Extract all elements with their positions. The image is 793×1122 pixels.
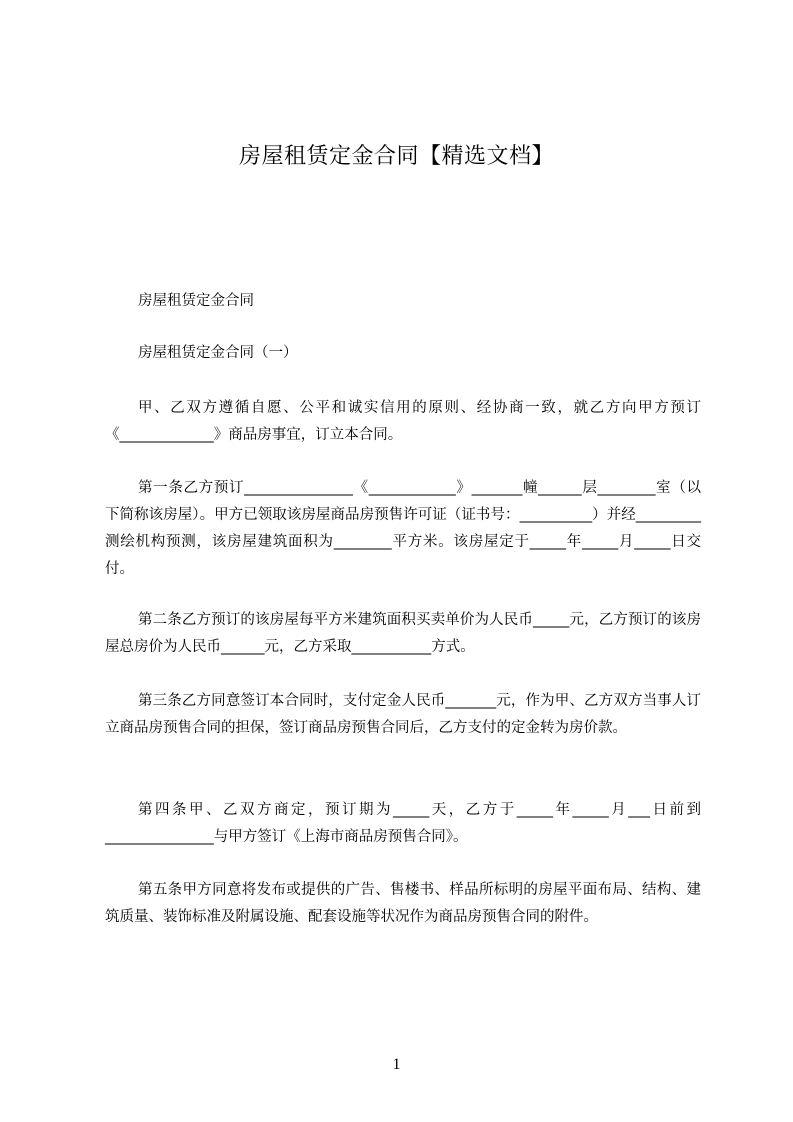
article-2-paragraph: 第二条乙方预订的该房屋每平方米建筑面积买卖单价为人民币_____元，乙方预订的该房屋总房价为人民币______元，乙方采取___________方式。 (105, 612, 701, 655)
document-title: 房屋租赁定金合同【精选文档】 (238, 144, 554, 169)
contract-subheading: 房屋租赁定金合同（一） (138, 345, 298, 361)
preamble-paragraph: 甲、乙双方遵循自愿、公平和诚实信用的原则、经协商一致，就乙方向甲方预订《_____________》商品房事宜，订立本合同。 (105, 400, 701, 443)
article-3-paragraph: 第三条乙方同意签订本合同时，支付定金人民币_______元，作为甲、乙方双方当事人订立商品房预售合同的担保，签订商品房预售合同后，乙方支付的定金转为房价款。 (105, 693, 701, 736)
article-5-paragraph: 第五条甲方同意将发布或提供的广告、售楼书、样品所标明的房屋平面布局、结构、建筑质量、装饰标准及附属设施、配套设施等状况作为商品房预售合同的附件。 (105, 882, 701, 925)
article-4-paragraph: 第四条甲、乙双方商定，预订期为_____天，乙方于_____年_____月___日前到_______________与甲方签订《上海市商品房预售合同》。 (105, 802, 701, 845)
contract-heading: 房屋租赁定金合同 (138, 293, 254, 309)
page-number: 1 (392, 1056, 401, 1073)
article-1-paragraph: 第一条乙方预订_______________《____________》_______幢______层________室（以下简称该房屋）。甲方已领取该房屋商品房预售许可证（证书号：__________）并经_________测绘机构预测，该房屋建筑面积为________平方米。该房屋定于_____年_____月_____日交付。 (105, 480, 701, 577)
